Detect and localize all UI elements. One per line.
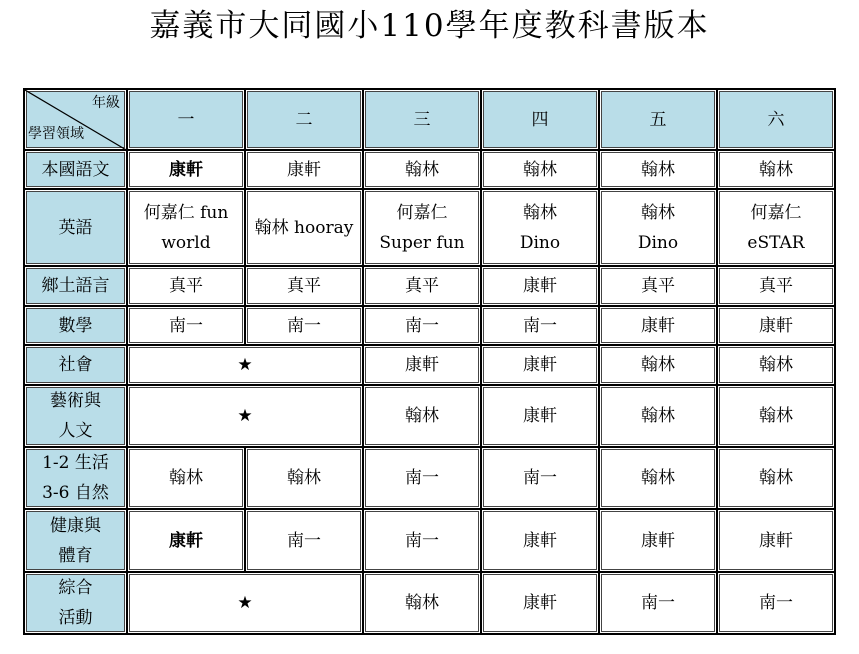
cell-health-g1: 康軒 xyxy=(128,510,246,573)
cell-english-g1-line1: 何嘉仁 fun xyxy=(143,202,229,223)
cell-social-g5: 翰林 xyxy=(600,346,718,386)
cell-life-g6: 翰林 xyxy=(718,448,836,510)
cell-english-g3 xyxy=(364,190,482,267)
cell-arts-g6: 翰林 xyxy=(718,386,836,448)
row-label-health xyxy=(25,510,128,573)
cell-integrative-merged-star: ★ xyxy=(128,573,364,635)
cell-health-g3: 南一 xyxy=(364,510,482,573)
cell-english-g5-line1: 翰林 xyxy=(641,202,675,223)
row-label-social: 社會 xyxy=(25,346,128,386)
cell-math-g4: 南一 xyxy=(482,307,600,346)
cell-math-g6: 康軒 xyxy=(718,307,836,346)
row-label-integrative-line2: 活動 xyxy=(58,608,93,628)
cell-math-g5: 康軒 xyxy=(600,307,718,346)
cell-health-g4: 康軒 xyxy=(482,510,600,573)
row-label-life-line2: 3-6 自然 xyxy=(42,483,109,503)
grade-header-6: 六 xyxy=(718,90,836,151)
cell-math-g1: 南一 xyxy=(128,307,246,346)
table-row-integrative xyxy=(25,573,836,635)
cell-english-g1 xyxy=(128,190,246,267)
cell-life-g5: 翰林 xyxy=(600,448,718,510)
cell-social-g3: 康軒 xyxy=(364,346,482,386)
cell-math-g3: 南一 xyxy=(364,307,482,346)
grade-header-4: 四 xyxy=(482,90,600,151)
cell-chinese-g6: 翰林 xyxy=(718,151,836,190)
row-label-arts-line2: 人文 xyxy=(58,421,93,441)
grade-header-3: 三 xyxy=(364,90,482,151)
cell-english-g3-line2: Super fun xyxy=(379,232,465,253)
table-row-local-language xyxy=(25,267,836,307)
page-title: 嘉義市大同國小110學年度教科書版本 xyxy=(149,8,710,44)
row-label-life-line1: 1-2 生活 xyxy=(42,453,109,473)
cell-english-g6-line1: 何嘉仁 xyxy=(750,202,802,223)
header-row xyxy=(25,90,836,151)
cell-life-g2: 翰林 xyxy=(246,448,364,510)
grade-header-1: 一 xyxy=(128,90,246,151)
cell-local-g4: 康軒 xyxy=(482,267,600,307)
cell-life-g1: 翰林 xyxy=(128,448,246,510)
cell-chinese-g1: 康軒 xyxy=(128,151,246,190)
cell-local-g6: 真平 xyxy=(718,267,836,307)
cell-english-g3-line1: 何嘉仁 xyxy=(396,202,448,223)
cell-life-g3: 南一 xyxy=(364,448,482,510)
cell-chinese-g4: 翰林 xyxy=(482,151,600,190)
table-row-social xyxy=(25,346,836,386)
cell-integrative-g5: 南一 xyxy=(600,573,718,635)
row-label-integrative xyxy=(25,573,128,635)
cell-integrative-g6: 南一 xyxy=(718,573,836,635)
row-label-math: 數學 xyxy=(25,307,128,346)
cell-life-g4: 南一 xyxy=(482,448,600,510)
grade-header-5: 五 xyxy=(600,90,718,151)
cell-local-g2: 真平 xyxy=(246,267,364,307)
cell-social-merged-star: ★ xyxy=(128,346,364,386)
cell-arts-g3: 翰林 xyxy=(364,386,482,448)
grade-header-2: 二 xyxy=(246,90,364,151)
corner-header-cell xyxy=(25,90,128,151)
cell-english-g6-line2: eSTAR xyxy=(747,232,805,253)
table-row-chinese xyxy=(25,151,836,190)
table-row-health xyxy=(25,510,836,573)
cell-chinese-g5: 翰林 xyxy=(600,151,718,190)
cell-chinese-g2: 康軒 xyxy=(246,151,364,190)
cell-english-g5 xyxy=(600,190,718,267)
row-label-arts xyxy=(25,386,128,448)
row-label-health-line1: 健康與 xyxy=(50,515,101,536)
cell-english-g1-line2: world xyxy=(161,232,211,253)
cell-integrative-g3: 翰林 xyxy=(364,573,482,635)
cell-english-g2: 翰林 hooray xyxy=(246,190,364,267)
cell-arts-g4: 康軒 xyxy=(482,386,600,448)
cell-math-g2: 南一 xyxy=(246,307,364,346)
row-label-english: 英語 xyxy=(25,190,128,267)
cell-local-g5: 真平 xyxy=(600,267,718,307)
cell-english-g4 xyxy=(482,190,600,267)
cell-integrative-g4: 康軒 xyxy=(482,573,600,635)
cell-local-g3: 真平 xyxy=(364,267,482,307)
corner-grade-label: 年級 xyxy=(92,95,120,111)
corner-area-label: 學習領域 xyxy=(28,126,84,142)
row-label-health-line2: 體育 xyxy=(58,545,93,566)
cell-social-g4: 康軒 xyxy=(482,346,600,386)
cell-english-g4-line2: Dino xyxy=(519,232,561,253)
table-row-math xyxy=(25,307,836,346)
table-row-arts xyxy=(25,386,836,448)
cell-health-g5: 康軒 xyxy=(600,510,718,573)
cell-chinese-g3: 翰林 xyxy=(364,151,482,190)
textbook-version-table xyxy=(23,88,836,635)
row-label-arts-line1: 藝術與 xyxy=(50,391,101,411)
row-label-life-science xyxy=(25,448,128,510)
cell-local-g1: 真平 xyxy=(128,267,246,307)
cell-arts-g5: 翰林 xyxy=(600,386,718,448)
table-row-english xyxy=(25,190,836,267)
cell-english-g6 xyxy=(718,190,836,267)
table-row-life-science xyxy=(25,448,836,510)
row-label-chinese: 本國語文 xyxy=(25,151,128,190)
cell-social-g6: 翰林 xyxy=(718,346,836,386)
row-label-local-language: 鄉土語言 xyxy=(25,267,128,307)
row-label-integrative-line1: 綜合 xyxy=(58,578,93,598)
cell-health-g2: 南一 xyxy=(246,510,364,573)
cell-health-g6: 康軒 xyxy=(718,510,836,573)
cell-arts-merged-star: ★ xyxy=(128,386,364,448)
cell-english-g5-line2: Dino xyxy=(637,232,679,253)
cell-english-g4-line1: 翰林 xyxy=(523,202,557,223)
